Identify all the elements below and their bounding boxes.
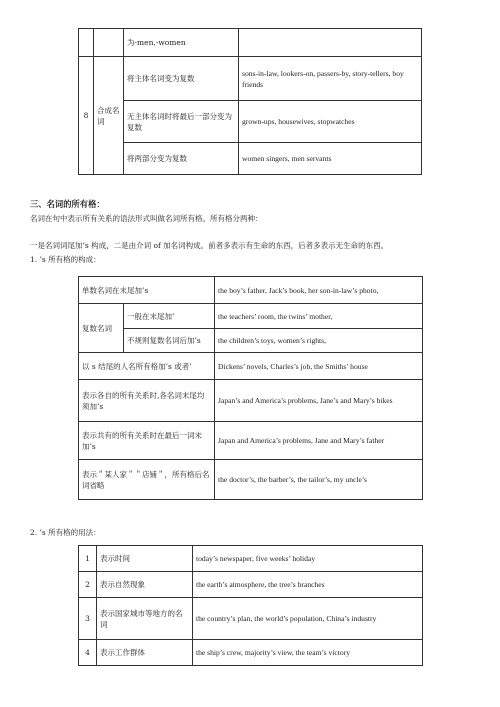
table-row (79, 29, 422, 57)
subheading-formation: 1. ’s 所有格的构成： (30, 255, 101, 264)
rule-cell: 将两部分变为复数 (124, 143, 239, 175)
table-row (79, 422, 423, 460)
table-row (79, 101, 422, 143)
table-row (79, 460, 423, 500)
example-cell: Japan and America’s problems, Jane and Mary’s father (215, 422, 423, 460)
table-row (79, 57, 422, 101)
example-cell: the teachers’ room, the twins’ mother, (215, 304, 423, 329)
row-number: 3 (79, 598, 97, 640)
rule-cell: 表示各自的所有关系时,各名词末尾均须加’s (79, 380, 215, 422)
rule-cell: 为-men,-women (124, 29, 239, 57)
example-cell: today’s newspaper, five weeks’ holiday (193, 546, 423, 572)
rule-cell: 表示共有的所有关系时在最后一词末加’s (79, 422, 215, 460)
table-row (79, 353, 423, 380)
example-cell: sons-in-law, lookers-on, passers-by, story-tellers, boy friends (239, 57, 422, 101)
possessive-formation-table (78, 276, 423, 500)
usage-cell: 表示国家城市等地方的名词 (97, 598, 193, 640)
example-cell: the doctor’s, the barber’s, the tailor’s, my uncle’s (215, 460, 423, 500)
table-row (79, 640, 423, 666)
section-heading: 三、名词的所有格： (30, 199, 105, 209)
rule-cell: 表示＂某人家＂＂店铺＂，所有格后名词省略 (79, 460, 215, 500)
category-label: 合成名词 (94, 57, 124, 175)
example-cell: Dickens’ novels, Charles’s job, the Smiths’ house (215, 353, 423, 380)
example-cell: the earth’s atmosphere, the tree’s branches (193, 572, 423, 598)
table-row (79, 546, 423, 572)
usage-cell: 表示工作群体 (97, 640, 193, 666)
rule-cell: 一般在末尾加’ (124, 304, 215, 329)
rule-cell: 将主体名词变为复数 (124, 57, 239, 101)
example-cell: the country’s plan, the world’s population, China’s industry (193, 598, 423, 640)
row-number: 1 (79, 546, 97, 572)
table-row (79, 572, 423, 598)
table-row (79, 598, 423, 640)
types-paragraph: 一是名词词尾加’s 构成，二是由介词 of 加名词构成。前者多表示有生命的东西，后者多表示无生命的东西。 (30, 241, 389, 250)
table-row (79, 380, 423, 422)
example-cell: the ship’s crew, majority’s view, the team’s victory (193, 640, 423, 666)
subheading-usage: 2. ’s 所有格的用法： (30, 528, 101, 537)
category-label: 复数名词 (79, 304, 124, 353)
row-number: 2 (79, 572, 97, 598)
example-cell: women singers, men servants (239, 143, 422, 175)
rule-cell: 单数名词在末尾加’s (79, 277, 215, 304)
table-row (79, 143, 422, 175)
usage-cell: 表示时间 (97, 546, 193, 572)
example-cell: the boy’s father, Jack’s book, her son-in-law’s photo, (215, 277, 423, 304)
rule-cell: 以 s 结尾的人名所有格加’s 或者’ (79, 353, 215, 380)
table-row (79, 277, 423, 304)
example-cell: the children’s toys, women’s rights, (215, 329, 423, 353)
rule-cell: 无主体名词时将最后一部分变为复数 (124, 101, 239, 143)
plural-rules-table (78, 28, 422, 175)
table-row (79, 304, 423, 329)
intro-paragraph: 名词在句中表示所有关系的语法形式叫做名词所有格。所有格分两种： (30, 214, 263, 223)
example-cell: Japan’s and America’s problems, Jane’s and Mary’s bikes (215, 380, 423, 422)
example-cell: grown-ups, housewives, stopwatches (239, 101, 422, 143)
row-number: 8 (79, 57, 94, 175)
possessive-usage-table (78, 545, 423, 666)
usage-cell: 表示自然现象 (97, 572, 193, 598)
table-row (79, 329, 423, 353)
row-number: 4 (79, 640, 97, 666)
rule-cell: 不规则复数名词后加’s (124, 329, 215, 353)
